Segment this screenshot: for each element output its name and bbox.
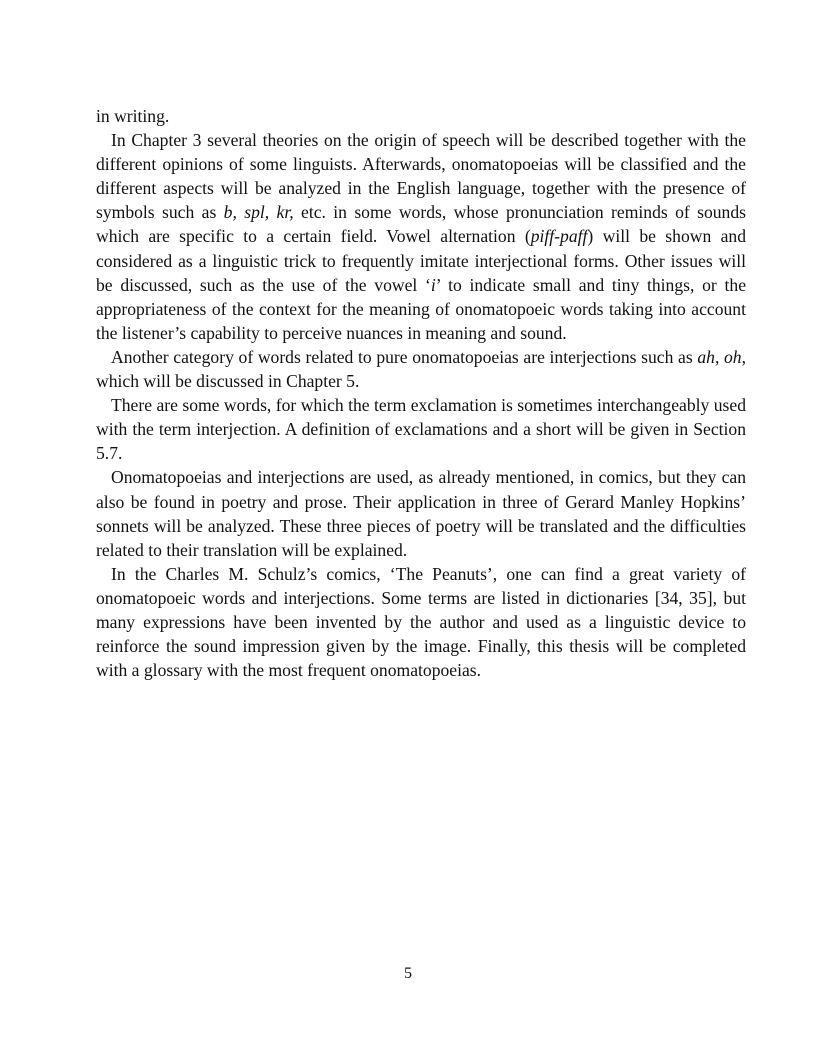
text-segment: In the Charles M. Schulz’s comics, ‘The Peanuts’, one can find a great variety of onomatopoeic words and interjections. Some terms are listed in dictionaries [34, 35], but many expressions have been invented by the author and used as a linguistic device to reinforce the sound impression given by the image. Finally, this thesis will be completed with a glossary with the most frequent onomatopoeias. bbox=[96, 563, 746, 681]
page-number: 5 bbox=[404, 965, 412, 982]
text-segment: , which will be discussed in Chapter 5. bbox=[96, 346, 747, 392]
paragraph bbox=[96, 393, 746, 465]
italic-text-segment: piff-paff bbox=[530, 226, 588, 247]
text-segment: ’ to indicate small and tiny things, or the appropriateness of the context for the meaning of onomatopoeic words taking into account the listener’s capability to perceive nuances in meaning and sound. bbox=[96, 274, 747, 343]
text-segment: in writing. bbox=[96, 106, 170, 126]
text-segment: In Chapter 3 several theories on the origin of speech will be described together with the different opinions of some linguists. Afterwards, onomatopoeias will be classified and the different aspects will be analyzed in the English language, together with the presence of symbols such as bbox=[96, 130, 746, 223]
text-segment: ) will be shown and considered as a linguistic trick to frequently imitate interjectional forms. Other issues will be discussed, such as the use of the vowel ‘ bbox=[96, 226, 746, 295]
italic-text-segment: ah, oh bbox=[697, 346, 742, 367]
paragraph bbox=[96, 562, 746, 682]
text-segment: etc. in some words, whose pronunciation reminds of sounds which are specific to a certain field. Vowel alternation ( bbox=[96, 202, 746, 247]
body-text bbox=[96, 104, 746, 682]
text-segment: There are some words, for which the term exclamation is sometimes interchangeably used with the term interjection. A definition of exclamations and a short will be given in Section 5.7. bbox=[96, 395, 746, 464]
paragraph bbox=[96, 345, 746, 393]
paragraph bbox=[96, 465, 746, 561]
text-segment: Another category of words related to pure onomatopoeias are interjections such as bbox=[111, 346, 698, 367]
italic-text-segment: i bbox=[430, 274, 436, 295]
paragraph bbox=[96, 128, 746, 345]
italic-text-segment: b, spl, kr, bbox=[223, 202, 294, 223]
paragraph bbox=[96, 104, 746, 128]
text-segment: Onomatopoeias and interjections are used, as already mentioned, in comics, but they can also be found in poetry and prose. Their application in three of Gerard Manley Hopkins’ sonnets will be analyzed. These three pieces of poetry will be translated and the difficulties related to their translation will be explained. bbox=[96, 467, 746, 560]
